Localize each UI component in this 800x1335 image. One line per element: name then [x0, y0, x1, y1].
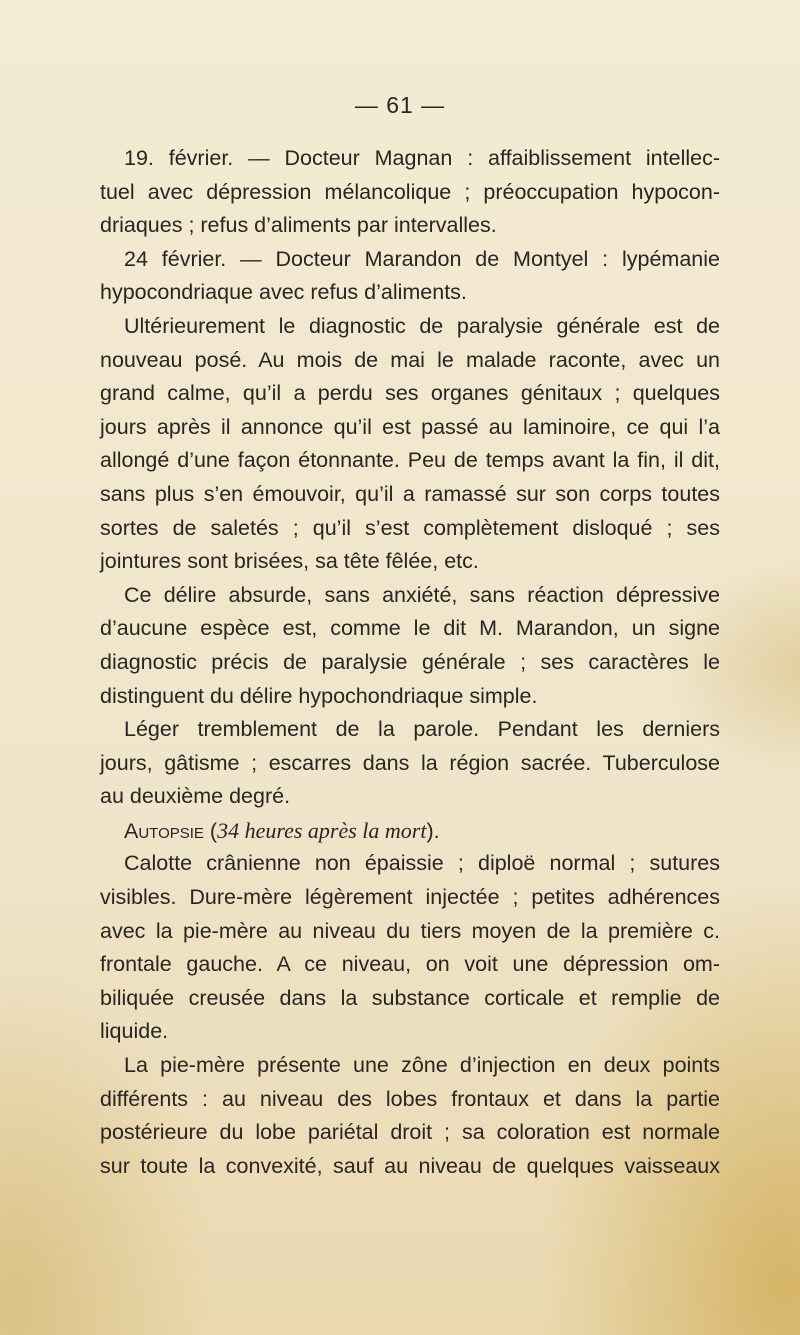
text-line: Léger tremblement de la parole. Pendant les derniers [124, 717, 720, 742]
text-line: distinguent du délire hypochondriaque simple. [100, 683, 538, 708]
text-line: 19. février. — Docteur Magnan : affaiblissement intellec- [124, 146, 720, 170]
text-line: sans plus s’en émouvoir, qu’il a ramassé sur son corps toutes [100, 481, 720, 506]
text-line: Ultérieurement le diagnostic de paralysie générale est de [124, 313, 720, 338]
text-line: sur toute la convexité, sauf au niveau de quelques vaisseaux [100, 1153, 720, 1178]
text-line: jointures sont brisées, sa tête fêlée, etc. [100, 549, 479, 574]
text-line: nouveau posé. Au mois de mai le malade raconte, avec un [100, 347, 720, 372]
text-line: jours après il annonce qu’il est passé au laminoire, ce qui l’a [100, 414, 720, 439]
text-line: Ce délire absurde, sans anxiété, sans réaction dépressive [124, 582, 720, 607]
text-line: tuel avec dépression mélancolique ; préoccupation hypocon- [100, 179, 720, 204]
text-line: différents : au niveau des lobes frontaux et dans la partie [100, 1086, 720, 1111]
text-line: allongé d’une façon étonnante. Peu de temps avant la fin, il dit, [100, 448, 720, 473]
text-line: postérieure du lobe pariétal droit ; sa coloration est normale [100, 1120, 720, 1145]
autopsie-paren-open: ( [209, 818, 218, 843]
autopsie-heading [100, 814, 720, 848]
autopsie-note: 34 heures après la mort [217, 817, 427, 843]
text-line: d’aucune espèce est, comme le dit M. Marandon, un signe [100, 616, 720, 641]
autopsie-paren-close: ). [426, 818, 440, 843]
text-line: 24 février. — Docteur Marandon de Montyel : lypémanie [124, 246, 720, 271]
text-line: au deuxième degré. [100, 784, 291, 809]
text-line: sortes de saletés ; qu’il s’est complètement disloqué ; ses [100, 515, 720, 540]
text-line: diagnostic précis de paralysie générale ; ses caractères le [100, 649, 720, 674]
text-line: driaques ; refus d’aliments par intervalles. [100, 213, 497, 238]
autopsie-label: Autopsie [124, 818, 204, 843]
text-line: La pie-mère présente une zône d’injection en deux points [124, 1053, 720, 1078]
text-line: frontale gauche. A ce niveau, on voit une dépression om- [100, 952, 720, 977]
text-line: grand calme, qu’il a perdu ses organes génitaux ; quelques [100, 381, 720, 406]
text-line: hypocondriaque avec refus d’aliments. [100, 280, 467, 305]
text-line: avec la pie-mère au niveau du tiers moyen de la première c. [100, 918, 720, 943]
page-number: — 61 — [354, 92, 446, 118]
text-line: biliquée creusée dans la substance corticale et remplie de [100, 985, 720, 1010]
text-line: Calotte crânienne non épaissie ; diploë normal ; sutures [124, 851, 720, 876]
body-text [100, 142, 720, 1183]
text-line: jours, gâtisme ; escarres dans la région sacrée. Tuberculose [100, 750, 720, 775]
text-line: liquide. [100, 1019, 169, 1044]
text-line: visibles. Dure-mère légèrement injectée ; petites adhérences [100, 885, 720, 910]
